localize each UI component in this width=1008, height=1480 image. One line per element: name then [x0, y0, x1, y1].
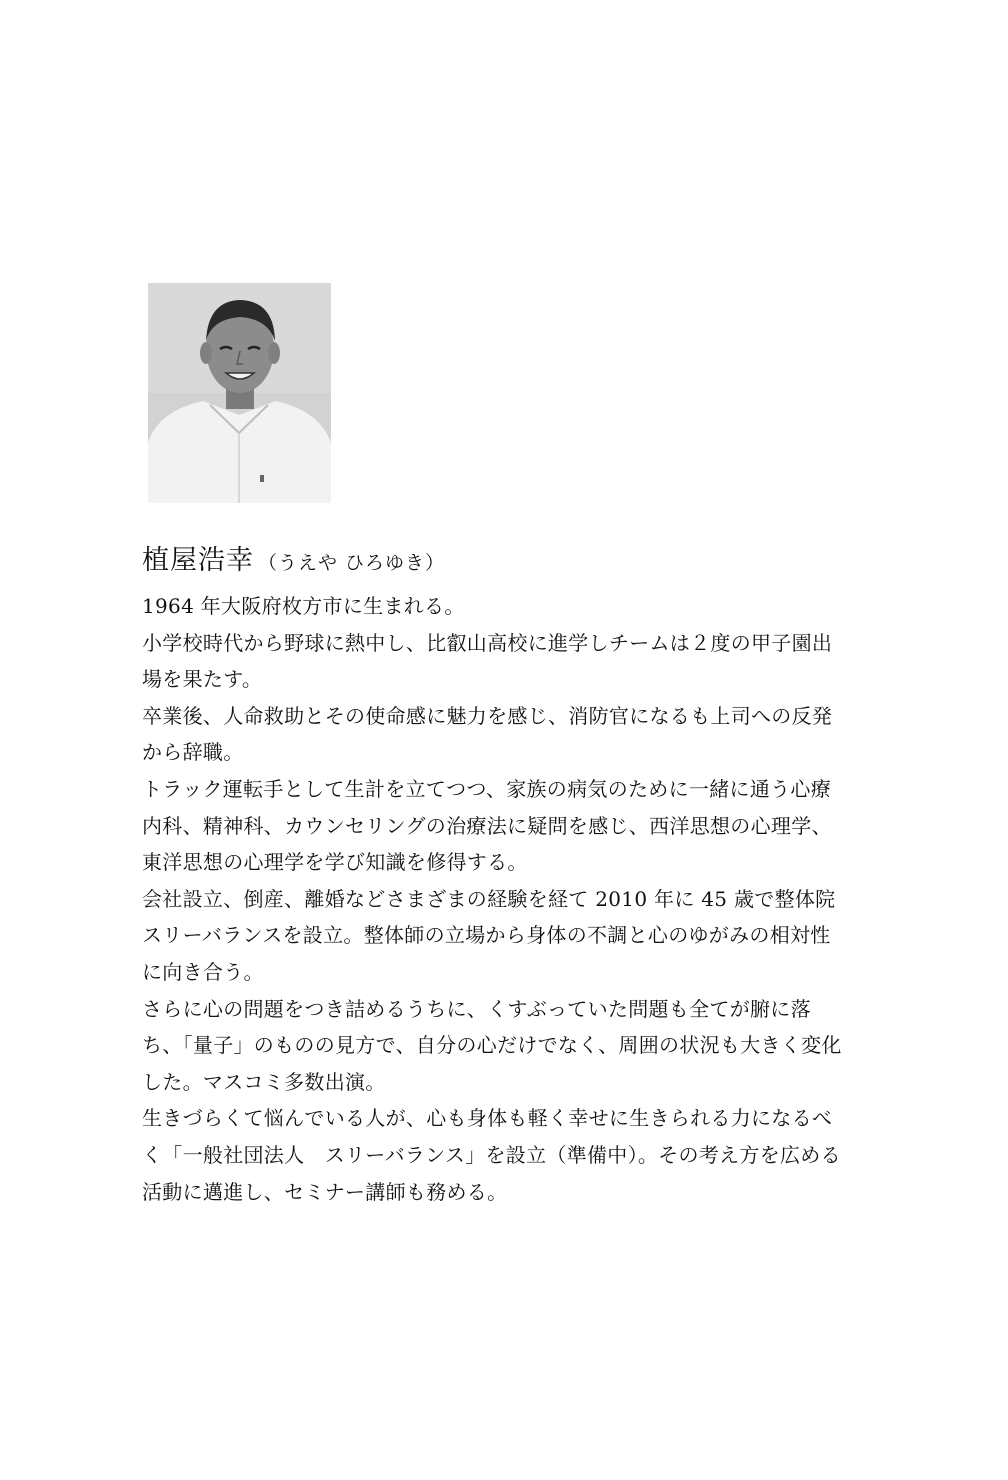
bio-paragraph: 1964 年大阪府枚方市に生まれる。 [142, 594, 465, 618]
author-biography [142, 588, 842, 1210]
bio-paragraph: 小学校時代から野球に熱中し、比叡山高校に進学しチームは２度の甲子園出場を果たす。 [142, 630, 833, 692]
author-portrait [148, 283, 331, 503]
author-heading [142, 538, 445, 577]
author-name-reading: （うえや ひろゆき） [258, 552, 446, 574]
bio-paragraph: 卒業後、人命救助とその使命感に魅力を感じ、消防官になるも上司への反発から辞職。 [142, 703, 833, 765]
bio-paragraph: 生きづらくて悩んでいる人が、心も身体も軽く幸せに生きられる力になるべく「一般社団法人 スリーバランス」を設立（準備中）。その考え方を広める活動に邁進し、セミナー講師も務める。 [142, 1106, 841, 1204]
bio-paragraph: トラック運転手として生計を立てつつ、家族の病気のために一緒に通う心療内科、精神科、カウンセリングの治療法に疑問を感じ、西洋思想の心理学、東洋思想の心理学を学び知識を修得する。 [142, 776, 832, 875]
author-name: 植屋浩幸 [142, 545, 254, 576]
bio-paragraph: 会社設立、倒産、離婚などさまざまの経験を経て 2010 年に 45 歳で整体院スリーバランスを設立。整体師の立場から身体の不調と心のゆがみの相対性に向き合う。 [142, 886, 836, 984]
bio-paragraph: さらに心の問題をつき詰めるうちに、くすぶっていた問題も全てが腑に落ち、「量子」のものの見方で、自分の心だけでなく、周囲の状況も大きく変化した。マスコミ多数出演。 [142, 996, 842, 1094]
